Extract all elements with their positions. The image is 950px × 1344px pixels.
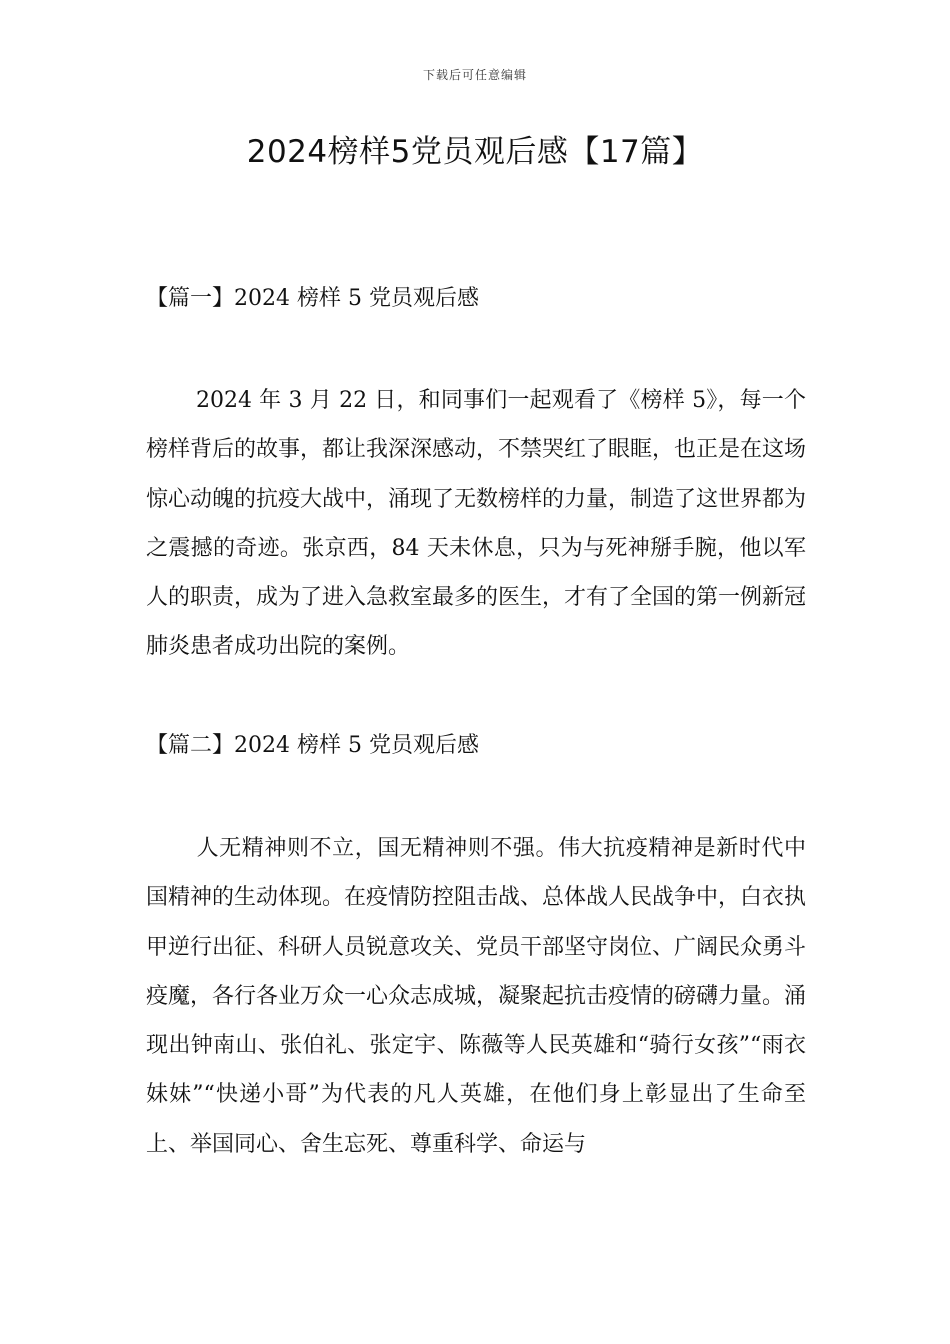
section-paragraph-1 [146, 376, 806, 672]
section-heading-1: 【篇一】2024 榜样 5 党员观后感 [146, 286, 479, 311]
header-note: 下载后可任意编辑 [422, 68, 527, 82]
paragraph-text-1: 2024 年 3 月 22 日，和同事们一起观看了《榜样 5》，每一个榜样背后的故事，都让我深深感动，不禁哭红了眼眶，也正是在这场惊心动魄的抗疫大战中，涌现了无数榜样的力量，制造了这世界都为之震撼的奇迹。张京西，84 天未休息，只为与死神掰手腕，他以军人的职责，成为了进入急救室最多的医生，才有了全国的第一例新冠肺炎患者成功出院的案例。 [146, 388, 807, 660]
paragraph-text-2: 人无精神则不立，国无精神则不强。伟大抗疫精神是新时代中国精神的生动体现。在疫情防控阻击战、总体战人民战争中，白衣执甲逆行出征、科研人员锐意攻关、党员干部坚守岗位、广阔民众勇斗疫魔，各行各业万众一心众志成城，凝聚起抗击疫情的磅礴力量。涌现出钟南山、张伯礼、张定宇、陈薇等人民英雄和“骑行女孩”“雨衣妹妹”“快递小哥”为代表的凡人英雄，在他们身上彰显出了生命至上、举国同心、舍生忘死、尊重科学、命运与 [146, 836, 807, 1157]
section-heading-2: 【篇二】2024 榜样 5 党员观后感 [146, 733, 479, 758]
section-paragraph-2 [146, 824, 806, 1169]
document-title: 2024榜样5党员观后感【17篇】 [246, 134, 704, 170]
